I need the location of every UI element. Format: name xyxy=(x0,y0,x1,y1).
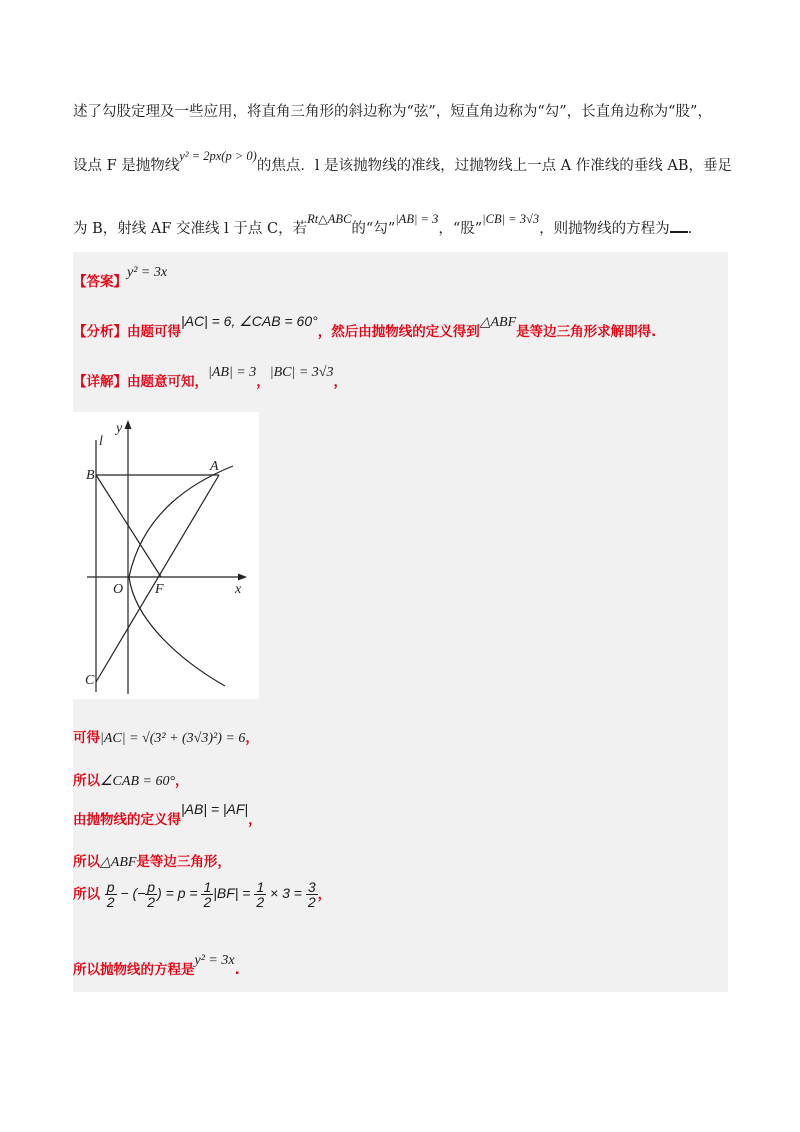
step4-end: 是等边三角形， xyxy=(136,854,231,870)
step2-line xyxy=(73,769,189,790)
step6-formula: y² = 3x xyxy=(194,953,235,968)
problem-line-2 xyxy=(73,149,732,175)
problem-text: ，则抛物线的方程为 xyxy=(539,221,670,237)
parabola-formula: y² = 2px(p > 0) xyxy=(179,149,257,163)
step1-formula: |AC| = √(3² + (3√3)²) = 6 xyxy=(100,731,246,746)
problem-text: 的“勾” xyxy=(351,221,396,237)
y-axis-arrow xyxy=(125,420,132,429)
parabola-curve xyxy=(129,466,233,686)
step6-end: . xyxy=(234,962,240,978)
step5-label: 所以 xyxy=(73,886,100,903)
problem-text: 为 B，射线 AF 交准线 l 于点 C，若 xyxy=(73,221,308,237)
detail-end: ， xyxy=(333,374,347,390)
step4-line xyxy=(73,850,231,871)
step2-end: ， xyxy=(175,773,189,789)
step4-label: 所以 xyxy=(73,854,100,870)
frac-3-2: $\frac{3}{2}$ xyxy=(307,879,316,910)
ray-af xyxy=(96,475,219,682)
solution-block xyxy=(73,252,728,992)
step6-label: 所以抛物线的方程是 xyxy=(73,962,195,978)
analysis-text: 是等边三角形求解即得. xyxy=(516,324,657,340)
step3-end: ， xyxy=(248,812,262,828)
detail-line xyxy=(73,365,347,391)
step2-label: 所以 xyxy=(73,773,100,789)
frac-1-2: $\frac{1}{2}$ xyxy=(203,879,212,910)
step3-formula: |AB| = |AF| xyxy=(181,801,249,817)
triangle-formula: Rt△ABC xyxy=(307,212,352,226)
step5-end: ， xyxy=(317,886,332,903)
label-l: l xyxy=(99,434,103,449)
step2-formula: ∠CAB = 60° xyxy=(100,774,176,789)
problem-line-1: 述了勾股定理及一些应用，将直角三角形的斜边称为“弦”，短直角边称为“勾”，长直角边称为“股”， xyxy=(73,104,712,120)
step1-label: 可得 xyxy=(73,730,100,746)
problem-text: ，“股” xyxy=(438,221,483,237)
step4-triangle: △ABF xyxy=(100,855,137,870)
answer-formula: y² = 3x xyxy=(127,265,168,280)
cb-formula: |CB| = 3√3 xyxy=(482,212,540,226)
parabola-diagram xyxy=(73,412,259,699)
detail-label: 【详解】由题意可知， xyxy=(73,374,208,390)
problem-text: 设点 F 是抛物线 xyxy=(73,158,180,174)
label-o: O xyxy=(113,582,124,597)
detail-ab: |AB| = 3 xyxy=(208,365,257,380)
step6-line xyxy=(73,953,240,979)
x-axis-arrow xyxy=(238,574,247,581)
answer-label: 【答案】 xyxy=(73,274,127,290)
detail-sep: ， xyxy=(256,374,270,390)
analysis-formula: |AC| = 6, ∠CAB = 60° xyxy=(181,313,318,329)
step5-formula: $\frac{p}{2}$ − (− $\frac{p}{2}$ ) = p = $\frac{1}{2}$ |BF| = $\frac{1}{2}$ × 3 = $\frac{3}{2}$ xyxy=(106,879,316,910)
frac-neg-p-2: $\frac{p}{2}$ xyxy=(147,879,156,910)
step3-label: 由抛物线的定义得 xyxy=(73,812,181,828)
analysis-triangle: △ABF xyxy=(479,315,517,330)
analysis-text: ，然后由抛物线的定义得到 xyxy=(317,324,480,340)
problem-line-3: 为 B，射线 AF 交准线 l 于点 C，若Rt△ABC的“勾”|AB| = 3，“股”|CB| = 3√3，则抛物线的方程为 . xyxy=(73,212,693,237)
detail-bc: |BC| = 3√3 xyxy=(269,365,334,380)
ab-formula: |AB| = 3 xyxy=(395,212,439,226)
step5-line xyxy=(73,880,331,909)
label-x: x xyxy=(235,582,242,597)
step1-end: ， xyxy=(245,730,259,746)
label-b: B xyxy=(86,468,95,483)
label-y: y xyxy=(116,421,123,436)
answer-blank xyxy=(670,219,688,233)
step1-line xyxy=(73,726,259,747)
frac-p-2: $\frac{p}{2}$ xyxy=(106,879,115,910)
label-a: A xyxy=(210,459,219,474)
problem-text: 的焦点．l 是该抛物线的准线，过抛物线上一点 A 作准线的垂线 AB，垂足 xyxy=(256,158,732,174)
label-c: C xyxy=(85,673,95,688)
frac-1-2b: $\frac{1}{2}$ xyxy=(256,879,265,910)
analysis-label: 【分析】由题可得 xyxy=(73,324,181,340)
label-f: F xyxy=(155,582,164,597)
step3-line xyxy=(73,801,262,828)
parabola-figure xyxy=(73,412,259,699)
analysis-line xyxy=(73,313,657,341)
answer-line xyxy=(73,265,168,291)
